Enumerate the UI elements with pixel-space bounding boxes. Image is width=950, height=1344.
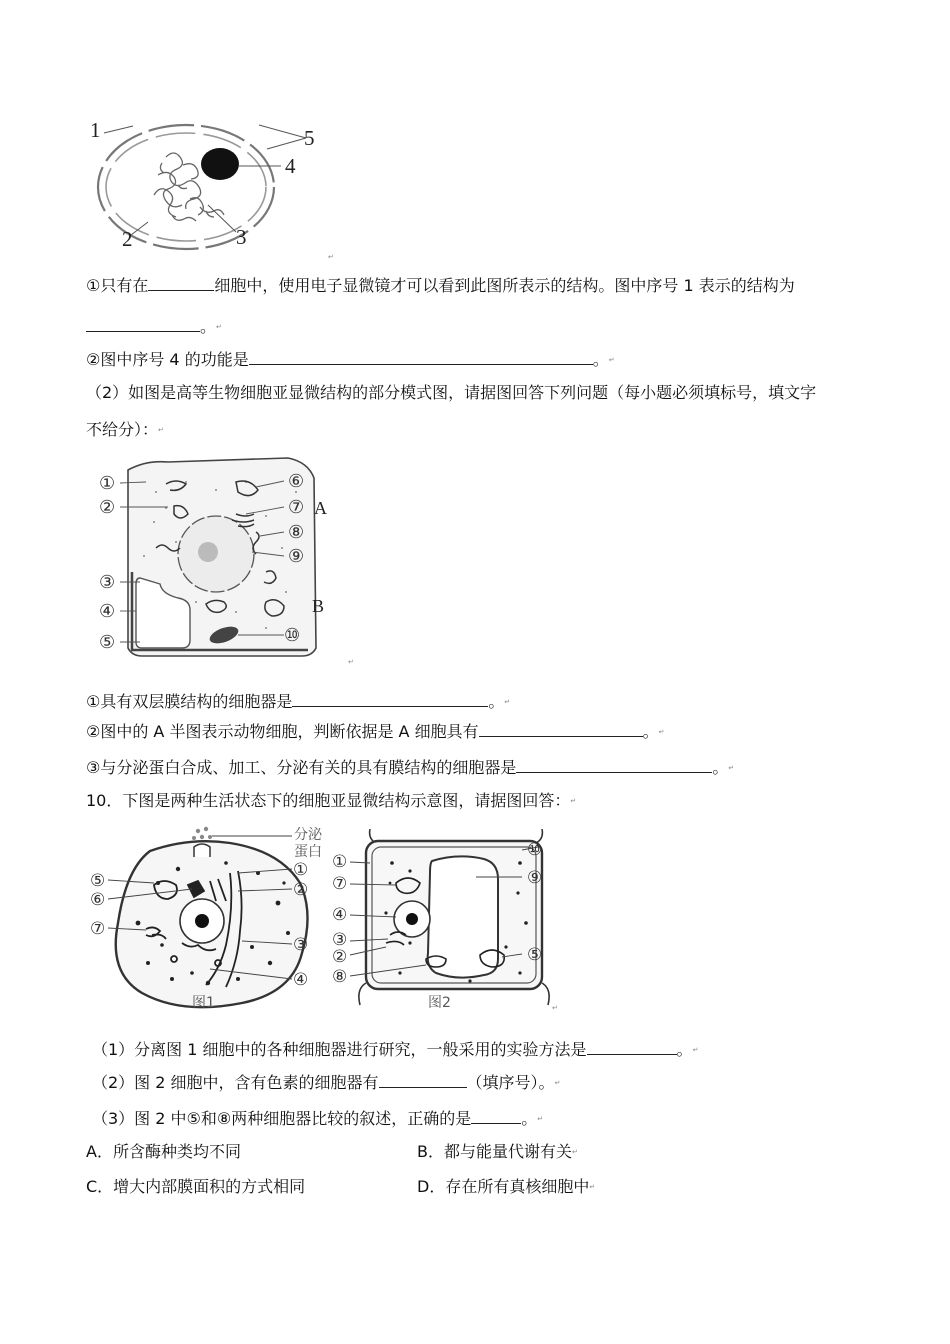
fig-label: ①: [332, 852, 348, 871]
fig-label: 3: [236, 225, 247, 249]
fig-label: ⑦: [288, 497, 305, 517]
q10-s2: （2）图 2 细胞中，含有色素的细胞器有 （填序号）。↵: [92, 1070, 560, 1095]
q9-1-line3: ②图中序号 4 的功能是 。↵: [86, 347, 615, 372]
fig-label: ①: [99, 473, 116, 493]
q9-2-q3: ③与分泌蛋白合成、加工、分泌有关的具有膜结构的细胞器是 。↵: [86, 755, 734, 780]
q9-2-q2: ②图中的 A 半图表示动物细胞，判断依据是 A 细胞具有 。↵: [86, 719, 664, 744]
answer-blank[interactable]: [148, 273, 214, 291]
secretion-label: 蛋白: [294, 844, 322, 860]
fig-label: ⑥: [90, 890, 106, 909]
q10-title: 10．下图是两种生活状态下的细胞亚显微结构示意图，请据图回答：↵: [86, 791, 577, 810]
half-b-label: B: [312, 596, 325, 616]
fig-label: ⑨: [527, 868, 543, 887]
q10-s1: （1）分离图 1 细胞中的各种细胞器进行研究，一般采用的实验方法是 。↵: [92, 1037, 698, 1062]
q9-2-q1: ①具有双层膜结构的细胞器是 。↵: [86, 689, 510, 714]
secretion-label: 分泌: [294, 827, 322, 843]
answer-blank[interactable]: [379, 1070, 467, 1088]
fig-label: ④: [99, 601, 116, 621]
fig-label: ②: [293, 880, 309, 899]
fig-label: ⑩: [284, 625, 301, 645]
fig-label: ⑧: [288, 522, 305, 542]
answer-blank[interactable]: [479, 719, 643, 737]
q10-figure-1: [88, 823, 338, 1013]
fig-label: ⑦: [332, 874, 348, 893]
cell-figure-ab: [96, 452, 346, 664]
fig-label: ⑤: [99, 632, 116, 652]
answer-blank[interactable]: [587, 1037, 677, 1055]
fig-label: ③: [293, 935, 309, 954]
fig2-caption: 图2: [428, 995, 451, 1011]
fig-label: ⑨: [288, 546, 305, 566]
fig-label: ②: [332, 947, 348, 966]
fig-label: ⑦: [90, 919, 106, 938]
half-a-label: A: [314, 498, 327, 518]
fig-label: 5: [304, 126, 315, 150]
fig-label: ⑤: [90, 871, 106, 890]
fig-label: ①: [293, 860, 309, 879]
fig-label: ⑧: [332, 967, 348, 986]
answer-blank[interactable]: [249, 347, 593, 365]
option-c[interactable]: C．增大内部膜面积的方式相同: [86, 1177, 306, 1196]
q9-2-intro-b: 不给分）：↵: [86, 420, 164, 439]
answer-blank[interactable]: [471, 1106, 521, 1124]
fig-label: ②: [99, 497, 116, 517]
fig-label: ⑤: [527, 945, 543, 964]
fig-label: ④: [293, 970, 309, 989]
fig1-caption: 图1: [192, 995, 215, 1011]
q9-1-line: ①只有在 细胞中，使用电子显微镜才可以看到此图所表示的结构。图中序号 1 表示的结构为: [86, 273, 795, 298]
answer-blank[interactable]: [292, 689, 488, 707]
fig-label: ⑩: [527, 840, 543, 859]
fig-label: ③: [332, 930, 348, 949]
fig-label: 4: [285, 154, 296, 178]
q10-figure-2: [330, 823, 560, 1013]
option-a[interactable]: A．所含酶种类均不同: [86, 1142, 241, 1161]
q10-s3: （3）图 2 中⑤和⑧两种细胞器比较的叙述，正确的是 。↵: [92, 1106, 543, 1131]
fig-label: ④: [332, 905, 348, 924]
fig-label: ③: [99, 572, 116, 592]
option-d[interactable]: D．存在所有真核细胞中↵: [417, 1177, 596, 1196]
q9-1-line2: 。↵: [86, 314, 222, 339]
fig-label: ⑥: [288, 471, 305, 491]
answer-blank[interactable]: [516, 755, 712, 773]
q9-2-intro: （2）如图是高等生物细胞亚显微结构的部分模式图，请据图回答下列问题（每小题必须填标号，填文字: [86, 383, 817, 402]
fig-label: 1: [90, 118, 101, 142]
option-b[interactable]: B．都与能量代谢有关↵: [417, 1142, 578, 1161]
fig-label: 2: [122, 227, 133, 251]
nucleus-figure: [88, 115, 338, 260]
answer-blank[interactable]: [86, 314, 200, 332]
